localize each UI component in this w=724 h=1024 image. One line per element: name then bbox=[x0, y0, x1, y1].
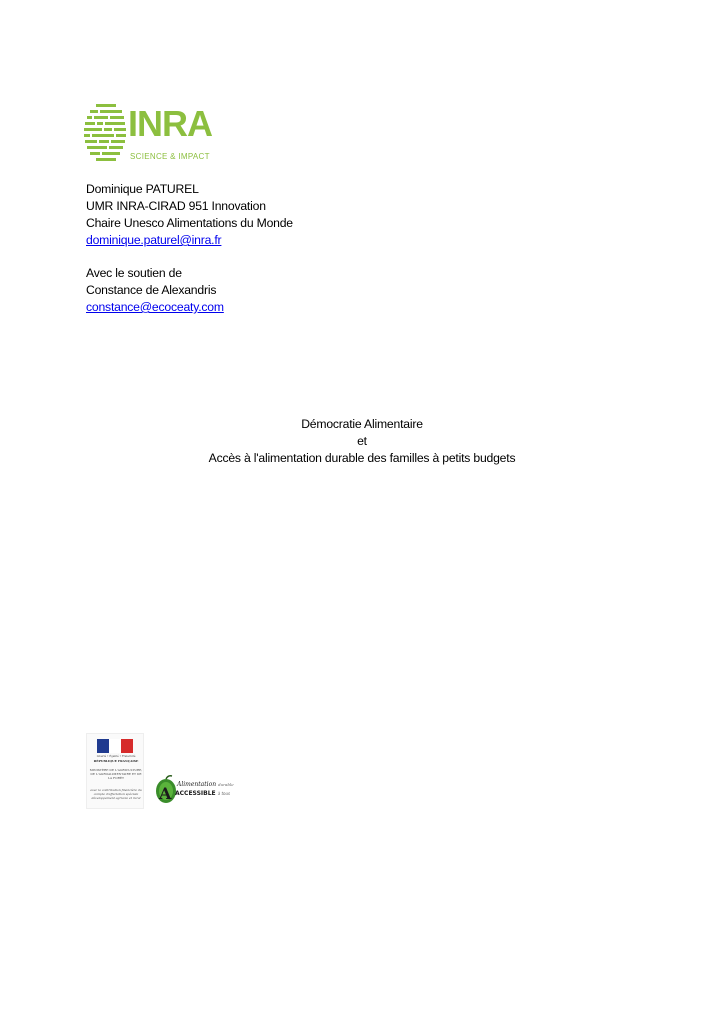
french-flag-icon bbox=[97, 739, 133, 753]
title-line-3: Accès à l'alimentation durable des familles à petits budgets bbox=[208, 451, 516, 465]
ministry-logo bbox=[86, 733, 144, 809]
alim-logo-line1: Alimentation bbox=[177, 781, 217, 788]
ministry-motto: Liberté • Égalité • Fraternité bbox=[96, 755, 136, 758]
author-unit: UMR INRA-CIRAD 951 Innovation bbox=[86, 199, 266, 213]
support-name: Constance de Alexandris bbox=[86, 283, 217, 297]
svg-text:A: A bbox=[159, 784, 172, 803]
title-line-1: Démocratie Alimentaire bbox=[301, 417, 423, 431]
author-email-link[interactable]: dominique.paturel@inra.fr bbox=[86, 233, 222, 247]
support-email-link[interactable]: constance@ecoceaty.com bbox=[86, 300, 224, 314]
title-line-2: et bbox=[357, 434, 367, 448]
alim-logo-line2-tail: à tous bbox=[217, 791, 231, 796]
support-intro: Avec le soutien de bbox=[86, 266, 182, 280]
apple-icon bbox=[155, 775, 177, 805]
ministry-name: MINISTÈRE DE L'AGRICULTURE, DE L'AGROALIMENTAIRE ET DE LA FORÊT bbox=[89, 768, 143, 780]
inra-globe-icon bbox=[84, 102, 128, 164]
inra-logo bbox=[84, 100, 212, 166]
inra-logo-tagline: SCIENCE & IMPACT bbox=[130, 152, 210, 161]
alim-logo-line2: ACCESSIBLE bbox=[175, 790, 216, 797]
author-chair: Chaire Unesco Alimentations du Monde bbox=[86, 216, 293, 230]
inra-logo-wordmark: INRA bbox=[128, 103, 212, 144]
alimentation-accessible-logo bbox=[155, 773, 234, 807]
author-name: Dominique PATUREL bbox=[86, 182, 199, 196]
ministry-republic: RÉPUBLIQUE FRANÇAISE bbox=[93, 759, 139, 763]
alim-logo-line1-tail: durable bbox=[218, 782, 234, 787]
ministry-note: avec la contribution financière du compte d'affectation spéciale développement agricole et rural bbox=[90, 788, 142, 800]
